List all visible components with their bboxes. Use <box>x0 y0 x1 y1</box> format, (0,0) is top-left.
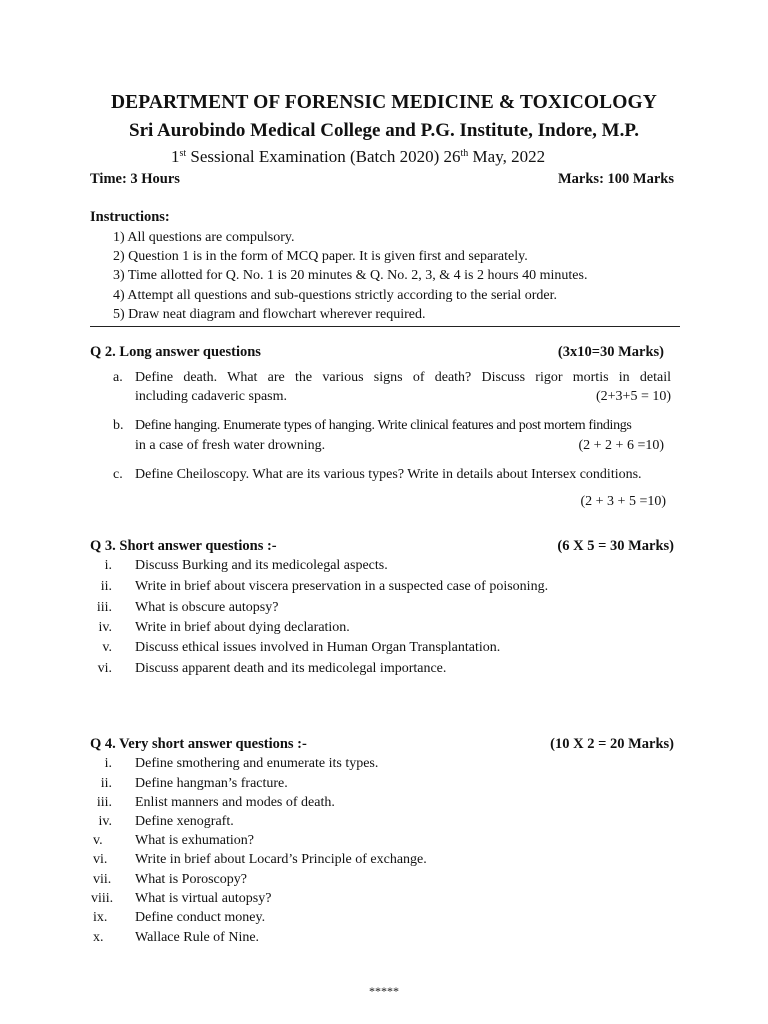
instruction-item: 1) All questions are compulsory. <box>113 230 295 245</box>
q4-item-text: Define smothering and enumerate its types. <box>135 756 379 771</box>
q4-item-number: vii. <box>93 872 112 887</box>
q4-item-text: What is Poroscopy? <box>135 872 247 887</box>
q2-title: Q 2. Long answer questions <box>90 344 261 360</box>
instructions-title: Instructions: <box>90 209 170 225</box>
q4-item-number: i. <box>104 756 112 771</box>
q4-marks: (10 X 2 = 20 Marks) <box>550 736 674 752</box>
q4-item-number: x. <box>93 930 104 945</box>
q4-item-number: ii. <box>100 776 112 791</box>
q4-item-number: ix. <box>93 910 108 925</box>
q3-item-text: Discuss Burking and its medicolegal aspects. <box>135 558 388 573</box>
department-heading: DEPARTMENT OF FORENSIC MEDICINE & TOXICOLOGY <box>111 92 657 113</box>
q2-item-text: Define death. What are the various signs of death? Discuss rigor mortis in detail <box>135 370 671 385</box>
instruction-item: 4) Attempt all questions and sub-questions strictly according to the serial order. <box>113 288 558 303</box>
exam-time: Time: 3 Hours <box>90 171 180 187</box>
q4-item-text: Write in brief about Locard’s Principle of exchange. <box>135 852 427 867</box>
q3-title: Q 3. Short answer questions :- <box>90 538 277 554</box>
q3-item-number: v. <box>102 640 112 655</box>
q2-item-label: b. <box>113 418 124 433</box>
exam-title: 1st Sessional Examination (Batch 2020) 26th May, 2022 <box>171 147 546 166</box>
q4-item-text: What is virtual autopsy? <box>135 891 272 906</box>
q3-item-text: Discuss apparent death and its medicolegal importance. <box>135 661 447 676</box>
instruction-item: 3) Time allotted for Q. No. 1 is 20 minutes & Q. No. 2, 3, & 4 is 2 hours 40 minutes. <box>113 268 588 283</box>
q2-item-marks: (2+3+5 = 10) <box>595 389 671 404</box>
q4-title: Q 4. Very short answer questions :- <box>90 736 307 752</box>
instruction-item: 2) Question 1 is in the form of MCQ paper. It is given first and separately. <box>113 249 528 264</box>
q2-item-label: c. <box>113 467 123 482</box>
q2-item-text: Define hanging. Enumerate types of hanging. Write clinical features and post mortem findings <box>135 418 632 433</box>
q3-item-number: ii. <box>100 579 112 594</box>
q4-item-number: iii. <box>96 795 112 810</box>
q3-item-text: What is obscure autopsy? <box>135 600 279 615</box>
q2-marks: (3x10=30 Marks) <box>557 344 664 360</box>
divider-line <box>90 326 680 327</box>
q2-item-text: Define Cheiloscopy. What are its various types? Write in details about Intersex conditions. <box>135 467 642 482</box>
q3-item-text: Write in brief about viscera preservation in a suspected case of poisoning. <box>135 579 549 594</box>
q3-item-number: vi. <box>97 661 112 676</box>
q4-item-text: Define xenograft. <box>135 814 234 829</box>
end-marker: ***** <box>369 984 399 998</box>
q4-item-text: Define conduct money. <box>135 910 266 925</box>
q4-item-text: Define hangman’s fracture. <box>135 776 288 791</box>
q2-item-text: in a case of fresh water drowning. <box>135 438 326 453</box>
q3-item-number: iv. <box>98 620 112 635</box>
q2-item-marks: (2 + 3 + 5 =10) <box>580 494 666 509</box>
q2-item-label: a. <box>113 370 123 385</box>
q3-item-number: iii. <box>96 600 112 615</box>
q2-item-marks: (2 + 2 + 6 =10) <box>578 438 664 453</box>
q4-item-number: v. <box>93 833 103 848</box>
q3-item-text: Discuss ethical issues involved in Human Organ Transplantation. <box>135 640 501 655</box>
q4-item-number: vi. <box>93 852 108 867</box>
q3-marks: (6 X 5 = 30 Marks) <box>557 538 674 554</box>
q2-item-text: including cadaveric spasm. <box>135 389 288 404</box>
instruction-item: 5) Draw neat diagram and flowchart wherever required. <box>113 307 426 322</box>
q4-item-number: iv. <box>98 814 112 829</box>
q3-item-text: Write in brief about dying declaration. <box>135 620 350 635</box>
exam-marks: Marks: 100 Marks <box>558 171 674 187</box>
q4-item-text: Enlist manners and modes of death. <box>135 795 335 810</box>
q3-item-number: i. <box>104 558 112 573</box>
college-heading: Sri Aurobindo Medical College and P.G. Institute, Indore, M.P. <box>129 120 639 141</box>
q4-item-number: viii. <box>91 891 114 906</box>
q4-item-text: Wallace Rule of Nine. <box>135 930 260 945</box>
q4-item-text: What is exhumation? <box>135 833 254 848</box>
